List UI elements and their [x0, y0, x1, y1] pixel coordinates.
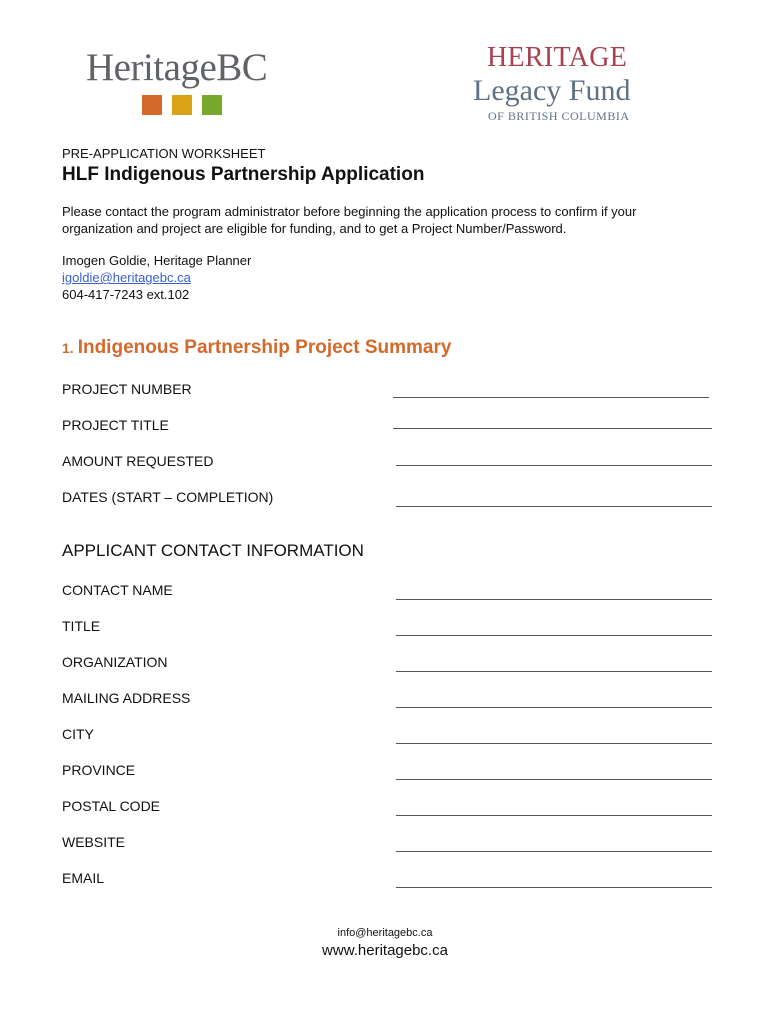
hlf-logo-line1: HERITAGE	[487, 42, 628, 73]
footer-email[interactable]: info@heritagebc.ca	[337, 927, 433, 939]
worksheet-overline: PRE-APPLICATION WORKSHEET	[62, 146, 266, 161]
field-label-title: TITLE	[62, 618, 101, 634]
contact-phone: 604-417-7243 ext.102	[62, 287, 190, 302]
field-input-title[interactable]	[396, 635, 712, 636]
section-1-number: 1.	[62, 340, 74, 356]
field-input-project-number[interactable]	[393, 397, 709, 398]
intro-paragraph: Please contact the program administrator before beginning the application process to confirm if your organization and project are eligible for funding, and to get a Project Number/Password.	[62, 204, 637, 236]
hlf-logo-line2: Legacy Fund	[473, 74, 631, 107]
field-input-organization[interactable]	[396, 671, 712, 672]
logo-square-green	[202, 95, 222, 115]
footer-website[interactable]: www.heritagebc.ca	[322, 942, 448, 959]
field-input-mailing-address[interactable]	[396, 707, 712, 708]
hlf-logo-line3: OF BRITISH COLUMBIA	[488, 109, 630, 123]
field-label-project-number: PROJECT NUMBER	[62, 381, 192, 397]
contact-block	[62, 252, 251, 303]
field-label-organization: ORGANIZATION	[62, 654, 168, 670]
field-label-website: WEBSITE	[62, 834, 126, 850]
field-label-contact-name: CONTACT NAME	[62, 582, 173, 598]
field-input-email[interactable]	[396, 887, 712, 888]
field-input-project-title[interactable]	[393, 428, 712, 429]
field-label-postal-code: POSTAL CODE	[62, 798, 161, 814]
field-input-amount-requested[interactable]	[396, 465, 712, 466]
logo-square-orange	[142, 95, 162, 115]
field-label-project-title: PROJECT TITLE	[62, 417, 169, 433]
section-1-title: Indigenous Partnership Project Summary	[77, 337, 452, 358]
field-input-dates[interactable]	[396, 506, 712, 507]
field-label-dates: DATES (START – COMPLETION)	[62, 489, 274, 505]
field-label-email: EMAIL	[62, 870, 105, 886]
field-input-postal-code[interactable]	[396, 815, 712, 816]
field-label-city: CITY	[62, 726, 94, 742]
heritage-bc-logo: HeritageBC	[86, 46, 268, 89]
field-input-contact-name[interactable]	[396, 599, 712, 600]
field-input-website[interactable]	[396, 851, 712, 852]
field-label-amount-requested: AMOUNT REQUESTED	[62, 453, 214, 469]
field-input-city[interactable]	[396, 743, 712, 744]
field-input-province[interactable]	[396, 779, 712, 780]
applicant-contact-heading: APPLICANT CONTACT INFORMATION	[62, 541, 364, 560]
page-title: HLF Indigenous Partnership Application	[62, 164, 425, 185]
logo-square-yellow	[172, 95, 192, 115]
contact-email-link[interactable]: igoldie@heritagebc.ca	[62, 270, 191, 285]
field-label-mailing-address: MAILING ADDRESS	[62, 690, 191, 706]
contact-name: Imogen Goldie, Heritage Planner	[62, 253, 252, 268]
section-1-heading	[62, 337, 451, 359]
field-label-province: PROVINCE	[62, 762, 136, 778]
